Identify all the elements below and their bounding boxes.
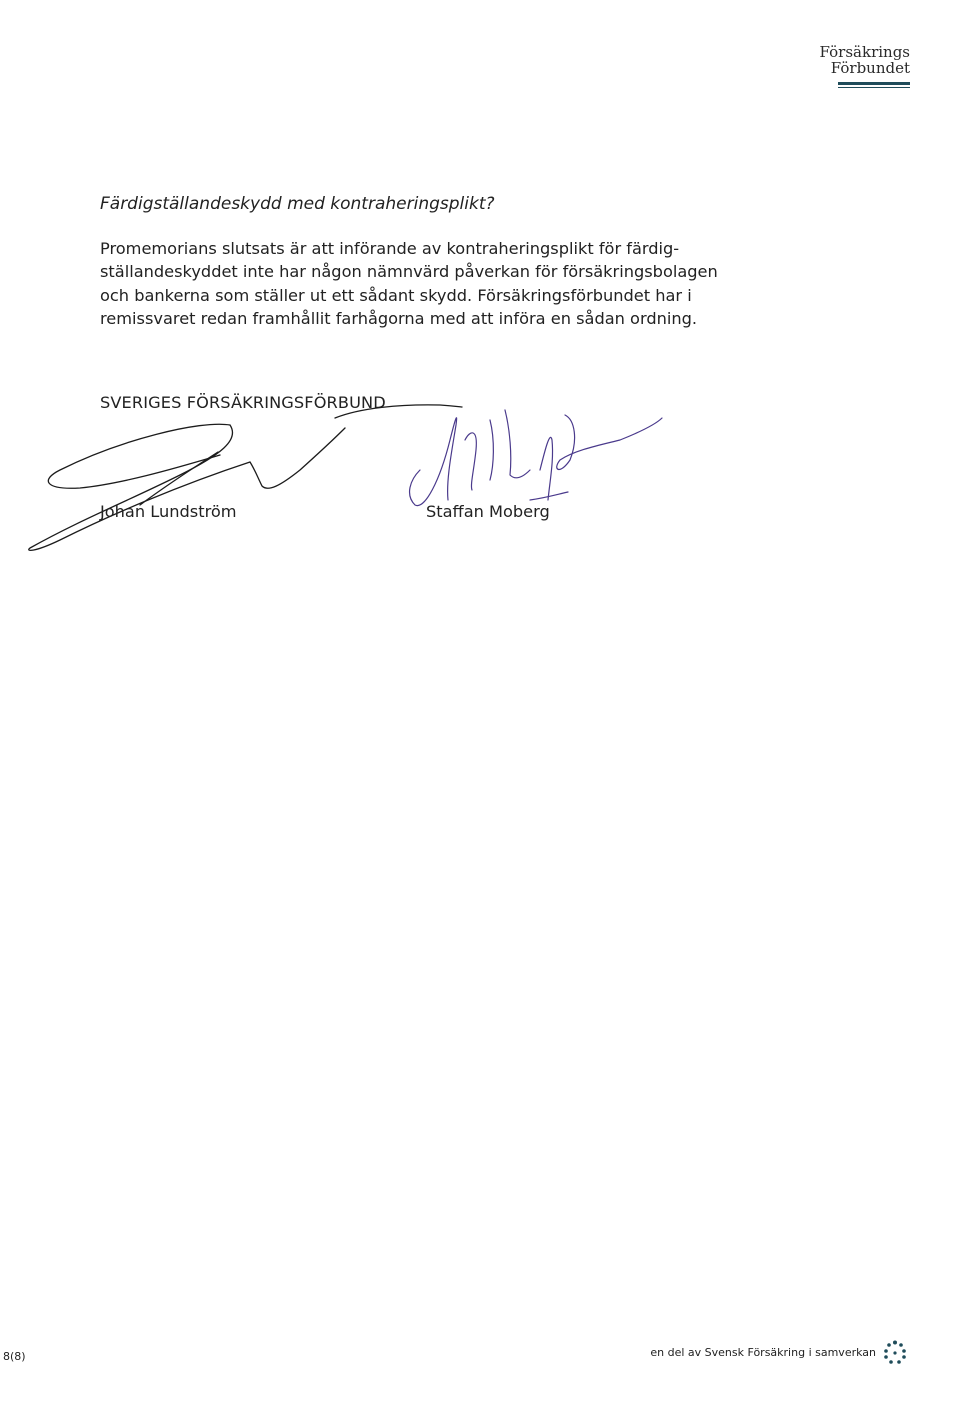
- paragraph-line: remissvaret redan framhållit farhågorna med att införa en sådan ordning.: [100, 308, 698, 328]
- organization-name: SVERIGES FÖRSÄKRINGSFÖRBUND: [100, 393, 386, 412]
- signer-name-1: Johan Lundström: [100, 502, 237, 521]
- logo-rule-thin: [838, 87, 910, 88]
- logo-line1: Försäkrings: [819, 43, 910, 61]
- signer-name-2: Staffan Moberg: [426, 502, 550, 521]
- paragraph-line: ställandeskyddet inte har någon nämnvärd påverkan för försäkringsbolagen: [100, 262, 718, 282]
- signature-staffan-moberg: [410, 410, 662, 506]
- forsakringsforbundet-logo: [790, 44, 910, 88]
- svensk-forsakring-dots-icon: [882, 1340, 908, 1366]
- logo-rule-thick: [838, 82, 910, 85]
- logo-line2: Förbundet: [830, 59, 910, 77]
- paragraph-line: Promemorians slutsats är att införande av kontraheringsplikt för färdig-: [100, 239, 680, 258]
- footer-tagline: en del av Svensk Försäkring i samverkan: [650, 1346, 876, 1359]
- paragraph-line: och bankerna som ställer ut ett sådant skydd. Försäkringsförbundet har i: [100, 285, 692, 305]
- signature-johan-lundstrom: [29, 405, 462, 551]
- page-number: 8(8): [3, 1350, 26, 1363]
- body-paragraph: [100, 237, 740, 330]
- section-heading: Färdigställandeskydd med kontraheringsplikt?: [100, 194, 495, 214]
